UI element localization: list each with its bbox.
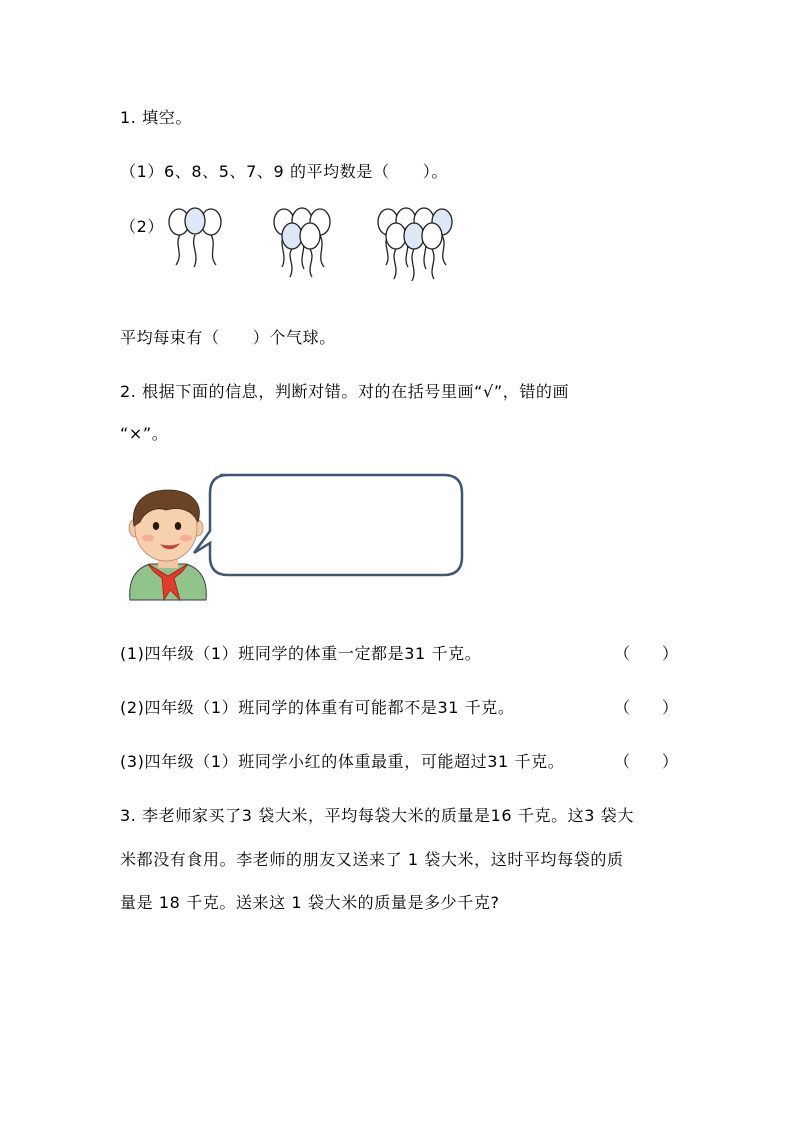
balloon-bunch-5 [270, 205, 340, 280]
speech-bubble [200, 473, 460, 583]
q2-statement-1: (1)四年级（1）班同学的体重一定都是31 千克。 [120, 644, 482, 663]
q2-statement-2: (2)四年级（1）班同学的体重有可能都不是31 千克。 [120, 698, 515, 717]
q3-line1: 3. 李老师家买了3 袋大米，平均每袋大米的质量是16 千克。这3 袋大 [120, 806, 634, 825]
q1-part2-answer: 平均每束有（ ）个气球。 [120, 328, 336, 347]
q1-part1: （1）6、8、5、7、9 的平均数是（ ）。 [120, 162, 448, 181]
q2-answer-paren-3[interactable]: （ ） [614, 752, 679, 771]
balloon-bunch-3 [164, 205, 234, 275]
q3-line2: 米都没有食用。李老师的朋友又送来了 1 袋大米，这时平均每袋的质 [120, 850, 624, 869]
q2-answer-paren-1[interactable]: （ ） [614, 644, 679, 663]
q3-line3: 量是 18 千克。送来这 1 袋大米的质量是多少千克? [120, 893, 500, 912]
q1-heading: 1. 填空。 [120, 108, 192, 127]
q2-instruction-line2: “×”。 [120, 424, 169, 443]
q1-part2-label: （2） [120, 217, 164, 236]
q2-answer-paren-2[interactable]: （ ） [614, 698, 679, 717]
q2-instruction-line1: 2. 根据下面的信息，判断对错。对的在括号里画“√”，错的画 [120, 382, 570, 401]
q2-statement-3: (3)四年级（1）班同学小红的体重最重，可能超过31 千克。 [120, 752, 565, 771]
balloon-bunch-7 [376, 205, 461, 285]
